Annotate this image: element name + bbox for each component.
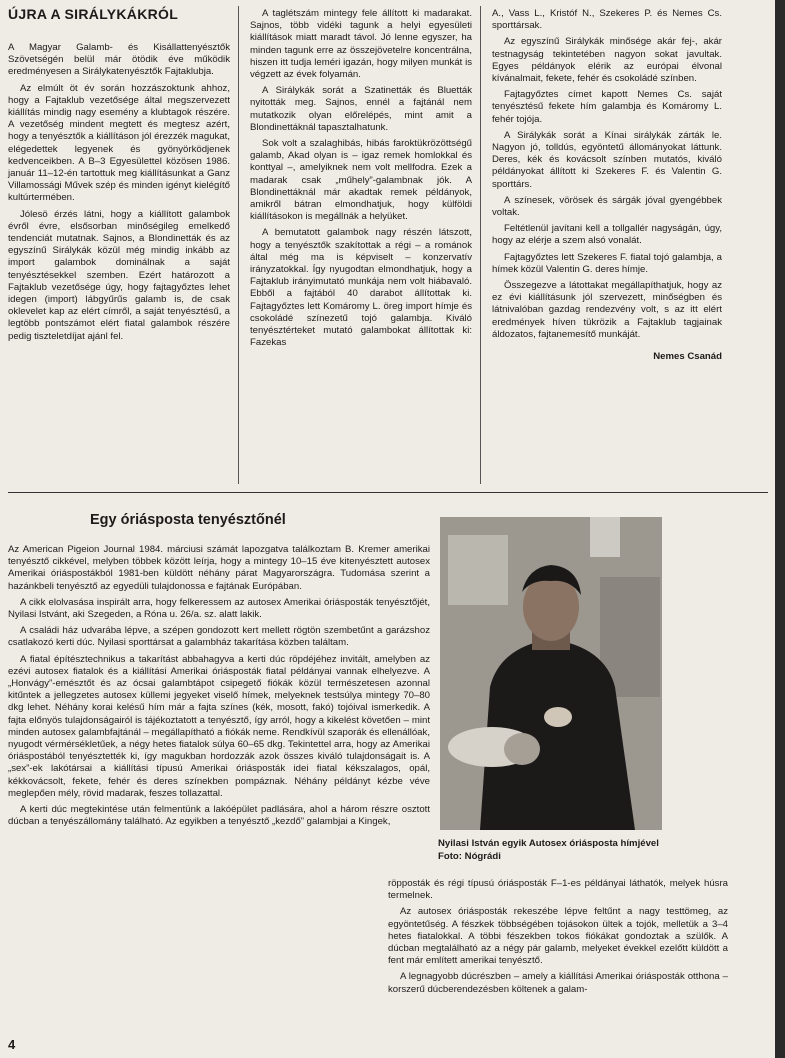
breeder-with-pigeon-image [440, 517, 662, 830]
paragraph: A színesek, vörösek és sárgák jóval gyengébbek voltak. [492, 194, 722, 219]
paragraph: A családi ház udvarába lépve, a szépen gondozott kert mellett rögtön szembetűnt a garázshoz csatlakozó kerti dúc. Nyilasi sporttársat a galambház takarítása közben találtam. [8, 625, 430, 649]
paragraph: A Sirálykák sorát a Kínai sirálykák zárták le. Nagyon jó, tolldús, egyöntetű állományokat láttunk. Deres, kék és kovácsolt színben mutatós, kiváló példányokat állított ki Szekeres F. és Valentin G. sporttárs. [492, 129, 722, 190]
paragraph: Feltétlenül javítani kell a tollgallér nagyságán, úgy, hogy az elérje a szem alsó vonalát. [492, 223, 722, 247]
paragraph: A., Vass L., Kristóf N., Szekeres P. és Nemes Cs. sporttársak. [492, 8, 722, 32]
paragraph: A Magyar Galamb- és Kisállattenyésztők Szövetségén belül már ötödik éve működik eredményesen a Sirálykatenyésztők Fajtaklubja. [8, 42, 230, 78]
paragraph: Fajtagyőztes címet kapott Nemes Cs. saját tenyésztésű fekete hím galambja és Komáromy L. fehér tojója. [492, 89, 722, 125]
paragraph: Összegezve a látottakat megállapíthatjuk, hogy az ez évi kiállításunk jól szervezett, minőségben és látnivalóban gazdag rendezvény volt, s az itt elért eredmények híven tükrözik a Fajtaklub tagjainak áldozatos, fajtanemesítő munkáját. [492, 280, 722, 340]
article2-left-column [8, 544, 430, 832]
paragraph: A legnagyobb dúcrészben – amely a kiállítási Amerikai óriásposták otthona – korszerű dúcberendezésben költenek a galam- [388, 971, 728, 995]
paragraph: Az egyszínű Sirálykák minősége akár fej-, akár testnagyság tekintetében nagyon sokat javultak. Egyes példányok elérik az európai élvonal kívánalmait, fekete, fehér és csokoládé színben. [492, 36, 722, 85]
paragraph: Sok volt a szalaghibás, hibás faroktükrözöttségű galamb, Akad olyan is – igaz remek homlokkal és konttyal –, amelyiknek nem volt mellfodra. Ezek a madarak csak „műhely”-galambnak jók. A Blondinettáknál már akadtak remek példányok, amikről bátran elmondhatjuk, hogy külföldi kiállításokon is megállnák a helyüket. [250, 138, 472, 223]
column-divider [480, 6, 481, 484]
article1-column-2 [250, 8, 472, 353]
page-edge [775, 0, 785, 1058]
article1-column-3 [492, 8, 722, 367]
paragraph: Az elmúlt öt év során hozzászoktunk ahhoz, hogy a Fajtaklub vezetősége által megszervezett kiállítás mindig nagy esemény a klubtagok részére. A vezetőség mindent megtett és megtesz azért, hogy a tenyésztők a kiállításon jól érezzék magukat, elégedettek legyenek és gyönyörködjenek kedvenceikben. A B–3 Egyesülettel közösen 1986. január 11–12-én tartottuk meg kiállításunkat a Ganz Villamossági Művek szép és minden igényt kielégítő kultúrtermében. [8, 82, 230, 204]
paragraph: röpposták és régi típusú óriásposták F–1-es példányai láthatók, melyek húsra termelnek. [388, 878, 728, 902]
paragraph: Az autosex óriásposták rekeszébe lépve feltűnt a nagy testtömeg, az egyöntetűség. A fészkek többségében tojásokon ültek a tojók, melletük a 3–4 hetes fiatalokkal. A többi fészekben tokos fiókákat gondoztak a szülők. A dúcban megtalálható az a négy pár galamb, melyeket évekkel ezelőtt küldött a fent már említett amerikai tenyésztő. [388, 906, 728, 967]
paragraph: A taglétszám mintegy fele állított ki madarakat. Sajnos, több vidéki tagunk a helyi egyesületi kiállítások miatt maradt távol. Jó lenne egyszer, ha minden tagunk erre az összejövetelre koncentrálna, hiszen itt tudja leméri igazán, hogy milyen munkát is végzett az évek folyamán. [250, 8, 472, 81]
article1-title: ÚJRA A SIRÁLYKÁKRÓL [8, 6, 179, 22]
paragraph: Az American Pigeion Journal 1984. márciusi számát lapozgatva találkoztam B. Kremer amerikai tenyésztő cikkével, melyben többek között leírja, hogy a mintegy 10–15 éve kitenyésztett autosex Amerikai óriáspostákból 1981-ben küldött néhány párat Magyarországra. Tudomása szerint a hazánkbeli tenyésztő az egyedüli tulajdonossa e fajtának Európában. [8, 544, 430, 592]
breeder-photo [440, 517, 662, 830]
paragraph: Fajtagyőztes lett Szekeres F. fiatal tojó galambja, a hímek közül Valentin G. deres hímje. [492, 251, 722, 275]
paragraph: A bemutatott galambok nagy részén látszott, hogy a tenyésztők szakítottak a régi – a románok által még ma is képviselt – konzervatív irányzatokkal. Így nyugodtan elmondhatjuk, hogy a Fajtaklub irányimutató munkája nem volt hiábavaló. Ebből a fajtából 40 darabot állítottak ki. Fajtagyőztes lett Komáromy L. öreg import hímje és csokoládé színezetű tojó galambja. Kiváló tenyésztérteket mutató galambokat állítottak ki: Fazekas [250, 227, 472, 349]
photo-caption [438, 838, 738, 863]
article1-signature: Nemes Csanád [653, 351, 722, 363]
article1-column-1 [8, 42, 230, 347]
caption-credit: Foto: Nógrádi [438, 850, 501, 862]
article2-right-column [388, 878, 728, 1000]
caption-line: Nyilasi István egyik Autosex óriásposta hímjével [438, 838, 659, 849]
article2-title: Egy óriásposta tenyésztőnél [90, 512, 286, 528]
paragraph: A cikk elolvasása inspirált arra, hogy felkeressem az autosex Amerikai óriásposták tenyésztőjét, Nyilasi Istvánt, aki Szegeden, a Róna u. 26/a. sz. alatt lakik. [8, 596, 430, 621]
paragraph: Jólesö érzés látni, hogy a kiállított galambok évről évre, elsősorban minőségileg emelkedő tendenciát mutatnak. Sajnos, a Blondinetták és az egyszínű Sirálykák közül még mindig inkább az import galambok dominálnak a saját tenyésztésekkel szemben. Ezért határozott a Fajtaklub vezetősége úgy, hogy fajtagyőztes lehet idegen (import) lábgyűrűs galamb is, de csak oklevelet kap az elért címről, a saját tenyésztésű, a legtöbb pontszámot elért fiatal galambok részére pedig tiszteletdíjat ajánl fel. [8, 208, 230, 342]
paragraph: A fiatal építésztechnikus a takarítást abbahagyva a kerti dúc röpdéjéhez invitált, amelyben az ezévi autosex fiatalok és a kiállítási Amerikai óriásposták fiatal példányai vannak elhelyezve. A „Honvágy”-emésztőt és az ócsai galambtápot csipegető fiókák közül természetesen azonnal kitűntek a jellegzetes autosex küllemi jegyeket viselő hímek, melyeknek testsúlya mintegy 70–80 dkg lehet. Néhány korai kelésű hím már a fajta színes (kék, mosott, fakó) tojóival ismerkedik. A fajta előnyös tulajdonságairól is tájékoztatott a tenyésztő, így arról, hogy a kikelést követően – mint minden autosex galambfajtánál – megállapítható a fiókák neme. Rendkívül szaporák és ellenállóak, nyugodt vérmérsékletűek, a négy hetes fiatalok súlya 60–65 dkg. Tekintettel arra, hogy az Amerikai óriáspostából tenyésztették ki, így magukban hordozzák azok összes kiváló tulajdonságait is. A „sex”-ek lakótársai a kiállítási típusú Amerikai óriásposták idei fiatal kékszalagos, opál, kékkovácsolt, fekete, fehér és deres színekben pompáznak. Néhány példányt kézbe véve meglepően mély, rövid madarak, feszes tollazattal. [8, 653, 430, 799]
paragraph: A Sirálykák sorát a Szatinetták és Bluetták nyitották meg. Sajnos, ennél a fajtánál nem mutatkozik olyan előrelépés, mint amit a Blondinettáknál tapasztalhatunk. [250, 85, 472, 133]
section-divider [8, 492, 768, 493]
paragraph: A kerti dúc megtekintése után felmentünk a lakóépület padlására, ahol a három részre osztott dúcban a tenyészállomány található. Az egyikben a tenyésztő „kezdő” galambjai a Kingek, [8, 804, 430, 828]
page-number: 4 [8, 1037, 16, 1052]
column-divider [238, 6, 239, 484]
